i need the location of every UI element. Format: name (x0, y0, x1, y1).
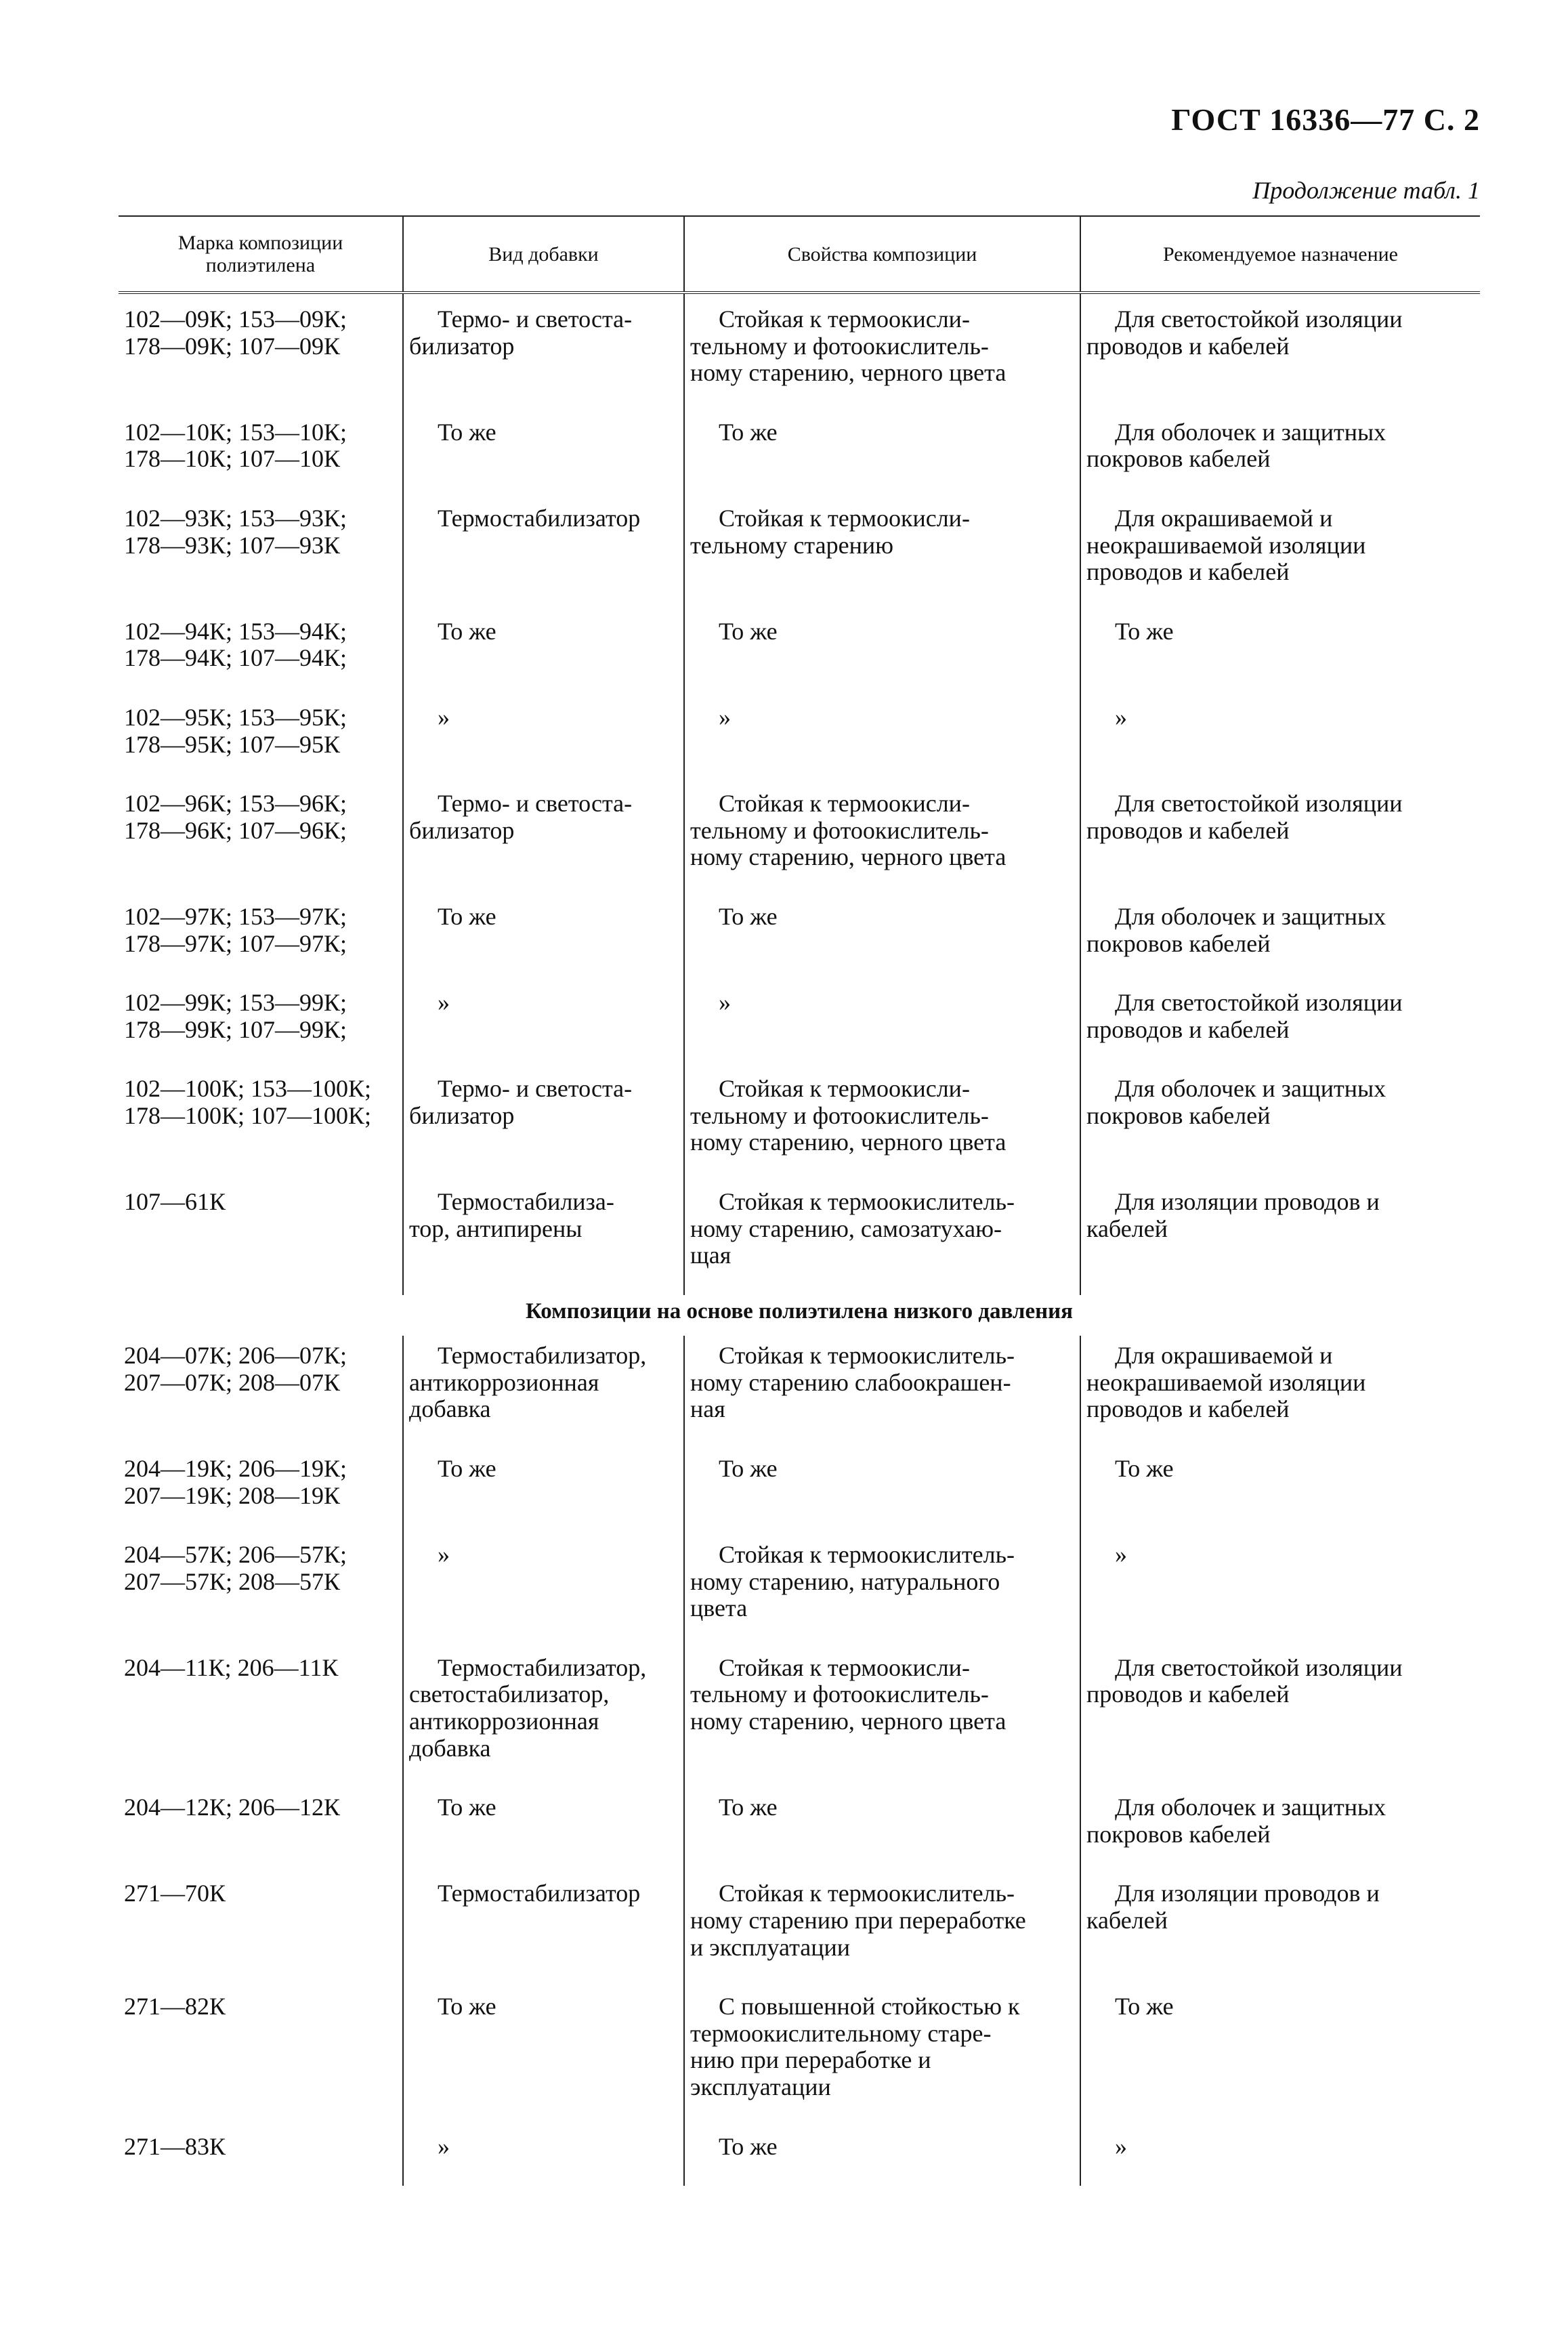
table-row (119, 1069, 1480, 1182)
cell-additive-text: Термо- и светоста- билизатор (409, 1075, 633, 1129)
cell-properties (684, 1069, 1080, 1182)
cell-properties (684, 897, 1080, 983)
cell-grade-text: 102—99К; 153—99К; 178—99К; 107—99К; (124, 989, 347, 1043)
cell-grade-text: 271—83К (124, 2132, 226, 2160)
table-row (119, 612, 1480, 698)
cell-properties (684, 1182, 1080, 1295)
cell-additive (403, 1182, 684, 1295)
cell-properties-text: » (719, 703, 731, 731)
cell-properties-text: Стойкая к термоокисли- тельному и фотоокислитель- ному старению, черного цвета (690, 790, 1007, 871)
cell-properties-text: То же (719, 2132, 778, 2160)
cell-purpose (1080, 1535, 1480, 1648)
table-header-row (119, 216, 1480, 293)
cell-properties-text: Стойкая к термоокисли- тельному старению (690, 504, 970, 559)
cell-additive-text: Термо- и светоста- билизатор (409, 790, 633, 844)
cell-additive (403, 784, 684, 897)
cell-properties (684, 293, 1080, 412)
column-header-grade: Марка композиции полиэтилена (119, 216, 403, 293)
cell-additive-text: » (438, 2132, 450, 2160)
cell-purpose (1080, 698, 1480, 784)
table-row (119, 412, 1480, 499)
table-row (119, 983, 1480, 1069)
cell-grade (119, 1787, 403, 1874)
cell-grade (119, 698, 403, 784)
cell-properties-text: То же (719, 617, 778, 645)
cell-purpose-text: Для светостойкой изоляции проводов и кабелей (1086, 989, 1403, 1043)
cell-properties-text: » (719, 989, 731, 1017)
cell-grade (119, 897, 403, 983)
cell-grade (119, 1182, 403, 1295)
cell-additive (403, 1069, 684, 1182)
cell-grade-text: 102—09К; 153—09К; 178—09К; 107—09К (124, 305, 347, 360)
cell-properties (684, 784, 1080, 897)
cell-grade (119, 1535, 403, 1648)
section-title: Композиции на основе полиэтилена низкого давления (526, 1298, 1073, 1324)
cell-purpose (1080, 1648, 1480, 1787)
cell-grade-text: 102—94К; 153—94К; 178—94К; 107—94К; (124, 617, 347, 672)
cell-grade (119, 784, 403, 897)
cell-grade (119, 1069, 403, 1182)
cell-properties-text: То же (719, 902, 778, 930)
cell-additive (403, 499, 684, 612)
cell-purpose (1080, 1182, 1480, 1295)
cell-grade-text: 102—93К; 153—93К; 178—93К; 107—93К (124, 504, 347, 559)
cell-purpose (1080, 1987, 1480, 2126)
cell-grade (119, 612, 403, 698)
table-row (119, 293, 1480, 412)
cell-properties (684, 1987, 1080, 2126)
cell-purpose (1080, 784, 1480, 897)
page-header: ГОСТ 16336—77 С. 2 (1171, 102, 1480, 137)
cell-additive-text: Термостабилизатор (438, 1880, 641, 1907)
cell-additive (403, 612, 684, 698)
table-row (119, 1182, 1480, 1295)
cell-grade-text: 204—19К; 206—19К; 207—19К; 208—19К (124, 1454, 347, 1509)
cell-additive (403, 983, 684, 1069)
cell-properties-text: Стойкая к термоокислитель- ному старению при переработке и эксплуатации (690, 1880, 1026, 1961)
cell-purpose-text: Для оболочек и защитных покровов кабелей (1086, 1075, 1386, 1129)
cell-properties-text: Стойкая к термоокислитель- ному старению, самозатухаю- щая (690, 1188, 1015, 1269)
composition-table (119, 215, 1480, 2186)
cell-additive-text: Термостабилизатор, антикоррозионная добавка (409, 1342, 647, 1423)
cell-purpose-text: Для изоляции проводов и кабелей (1086, 1188, 1380, 1242)
cell-properties-text: То же (719, 1454, 778, 1482)
cell-additive-text: То же (438, 1993, 496, 2020)
column-header-additive: Вид добавки (403, 216, 684, 293)
cell-additive (403, 412, 684, 499)
cell-grade (119, 412, 403, 499)
table-row (119, 2127, 1480, 2186)
cell-properties-text: То же (719, 1794, 778, 1821)
cell-grade-text: 107—61К (124, 1188, 226, 1216)
cell-purpose (1080, 293, 1480, 412)
cell-properties-text: Стойкая к термоокислитель- ному старению, натурального цвета (690, 1541, 1015, 1622)
cell-purpose (1080, 1874, 1480, 1987)
cell-purpose-text: Для изоляции проводов и кабелей (1086, 1880, 1380, 1934)
column-header-purpose: Рекомендуемое назначение (1080, 216, 1480, 293)
cell-purpose-text: То же (1115, 1454, 1174, 1482)
cell-purpose-text: Для светостойкой изоляции проводов и кабелей (1086, 790, 1403, 844)
cell-properties (684, 1449, 1080, 1535)
table-row (119, 1535, 1480, 1648)
cell-grade-text: 102—96К; 153—96К; 178—96К; 107—96К; (124, 790, 347, 844)
cell-additive (403, 1336, 684, 1449)
table-row (119, 698, 1480, 784)
table-row (119, 1449, 1480, 1535)
cell-purpose-text: Для оболочек и защитных покровов кабелей (1086, 902, 1386, 957)
column-header-properties: Свойства композиции (684, 216, 1080, 293)
section-row (119, 1295, 1480, 1336)
cell-grade (119, 1648, 403, 1787)
cell-additive-text: » (438, 989, 450, 1017)
cell-additive (403, 1449, 684, 1535)
cell-purpose (1080, 1449, 1480, 1535)
cell-properties (684, 612, 1080, 698)
cell-purpose-text: Для оболочек и защитных покровов кабелей (1086, 1794, 1386, 1848)
cell-grade (119, 499, 403, 612)
cell-additive (403, 1787, 684, 1874)
table-row (119, 784, 1480, 897)
cell-purpose (1080, 612, 1480, 698)
cell-properties (684, 2127, 1080, 2186)
table-row (119, 1874, 1480, 1987)
cell-properties-text: Стойкая к термоокисли- тельному и фотоокислитель- ному старению, черного цвета (690, 1075, 1007, 1156)
cell-purpose-text: Для светостойкой изоляции проводов и кабелей (1086, 1653, 1403, 1708)
cell-purpose-text: Для оболочек и защитных покровов кабелей (1086, 418, 1386, 473)
cell-grade-text: 102—10К; 153—10К; 178—10К; 107—10К (124, 418, 347, 473)
cell-grade (119, 1987, 403, 2126)
cell-properties (684, 412, 1080, 499)
cell-grade-text: 102—97К; 153—97К; 178—97К; 107—97К; (124, 902, 347, 957)
cell-properties-text: Стойкая к термоокисли- тельному и фотоокислитель- ному старению, черного цвета (690, 305, 1007, 387)
cell-properties (684, 698, 1080, 784)
cell-purpose-text: » (1115, 703, 1127, 731)
cell-properties (684, 499, 1080, 612)
cell-purpose (1080, 897, 1480, 983)
cell-purpose-text: » (1115, 2132, 1127, 2160)
cell-additive (403, 1874, 684, 1987)
cell-grade-text: 271—82К (124, 1993, 226, 2020)
cell-grade-text: 204—11К; 206—11К (124, 1653, 339, 1681)
cell-properties-text: Стойкая к термоокисли- тельному и фотоокислитель- ному старению, черного цвета (690, 1653, 1007, 1735)
cell-grade-text: 271—70К (124, 1880, 226, 1907)
cell-additive (403, 1987, 684, 2126)
table-row (119, 499, 1480, 612)
cell-grade (119, 1874, 403, 1987)
cell-additive-text: То же (438, 1454, 496, 1482)
cell-additive (403, 1648, 684, 1787)
table-container (119, 215, 1480, 2186)
table-row (119, 1648, 1480, 1787)
cell-properties (684, 1648, 1080, 1787)
cell-additive-text: Термостабилиза- тор, антипирены (409, 1188, 614, 1242)
cell-properties (684, 1336, 1080, 1449)
cell-additive-text: Термо- и светоста- билизатор (409, 305, 633, 360)
cell-purpose-text: Для окрашиваемой и неокрашиваемой изоляции проводов и кабелей (1086, 504, 1366, 586)
cell-grade-text: 204—12К; 206—12К (124, 1794, 341, 1821)
table-row (119, 1787, 1480, 1874)
cell-properties-text: Стойкая к термоокислитель- ному старению слабоокрашен- ная (690, 1342, 1015, 1423)
cell-grade-text: 204—57К; 206—57К; 207—57К; 208—57К (124, 1541, 347, 1595)
cell-purpose-text: То же (1115, 617, 1174, 645)
cell-purpose-text: То же (1115, 1993, 1174, 2020)
cell-purpose-text: Для светостойкой изоляции проводов и кабелей (1086, 305, 1403, 360)
cell-properties (684, 1787, 1080, 1874)
cell-properties (684, 1535, 1080, 1648)
cell-purpose (1080, 1069, 1480, 1182)
cell-grade-text: 102—95К; 153—95К; 178—95К; 107—95К (124, 703, 347, 758)
cell-purpose-text: » (1115, 1541, 1127, 1569)
cell-purpose (1080, 983, 1480, 1069)
cell-grade-text: 204—07К; 206—07К; 207—07К; 208—07К (124, 1342, 347, 1396)
cell-additive-text: » (438, 703, 450, 731)
cell-grade (119, 1336, 403, 1449)
cell-grade (119, 2127, 403, 2186)
cell-additive (403, 1535, 684, 1648)
table-row (119, 1336, 1480, 1449)
cell-additive (403, 293, 684, 412)
cell-additive-text: Термостабилизатор (438, 504, 641, 532)
cell-additive (403, 698, 684, 784)
cell-additive-text: То же (438, 617, 496, 645)
cell-purpose (1080, 1787, 1480, 1874)
cell-properties (684, 983, 1080, 1069)
cell-properties-text: То же (719, 418, 778, 446)
cell-additive (403, 897, 684, 983)
cell-grade (119, 293, 403, 412)
cell-grade (119, 983, 403, 1069)
cell-additive (403, 2127, 684, 2186)
cell-properties-text: С повышенной стойкостью к термоокислительному старе- нию при переработке и эксплуатации (690, 1993, 1020, 2101)
cell-additive-text: То же (438, 1794, 496, 1821)
table-row (119, 897, 1480, 983)
cell-purpose (1080, 499, 1480, 612)
cell-purpose-text: Для окрашиваемой и неокрашиваемой изоляции проводов и кабелей (1086, 1342, 1366, 1423)
cell-additive-text: » (438, 1541, 450, 1569)
cell-purpose (1080, 2127, 1480, 2186)
cell-additive-text: То же (438, 902, 496, 930)
cell-purpose (1080, 1336, 1480, 1449)
cell-properties (684, 1874, 1080, 1987)
table-continuation-label: Продолжение табл. 1 (1252, 177, 1480, 204)
table-body (119, 293, 1480, 2186)
cell-grade (119, 1449, 403, 1535)
cell-additive-text: Термостабилизатор, светостабилизатор, антикоррозионная добавка (409, 1653, 647, 1762)
cell-purpose (1080, 412, 1480, 499)
table-row (119, 1987, 1480, 2126)
cell-grade-text: 102—100К; 153—100К; 178—100К; 107—100К; (124, 1075, 372, 1129)
cell-additive-text: То же (438, 418, 496, 446)
